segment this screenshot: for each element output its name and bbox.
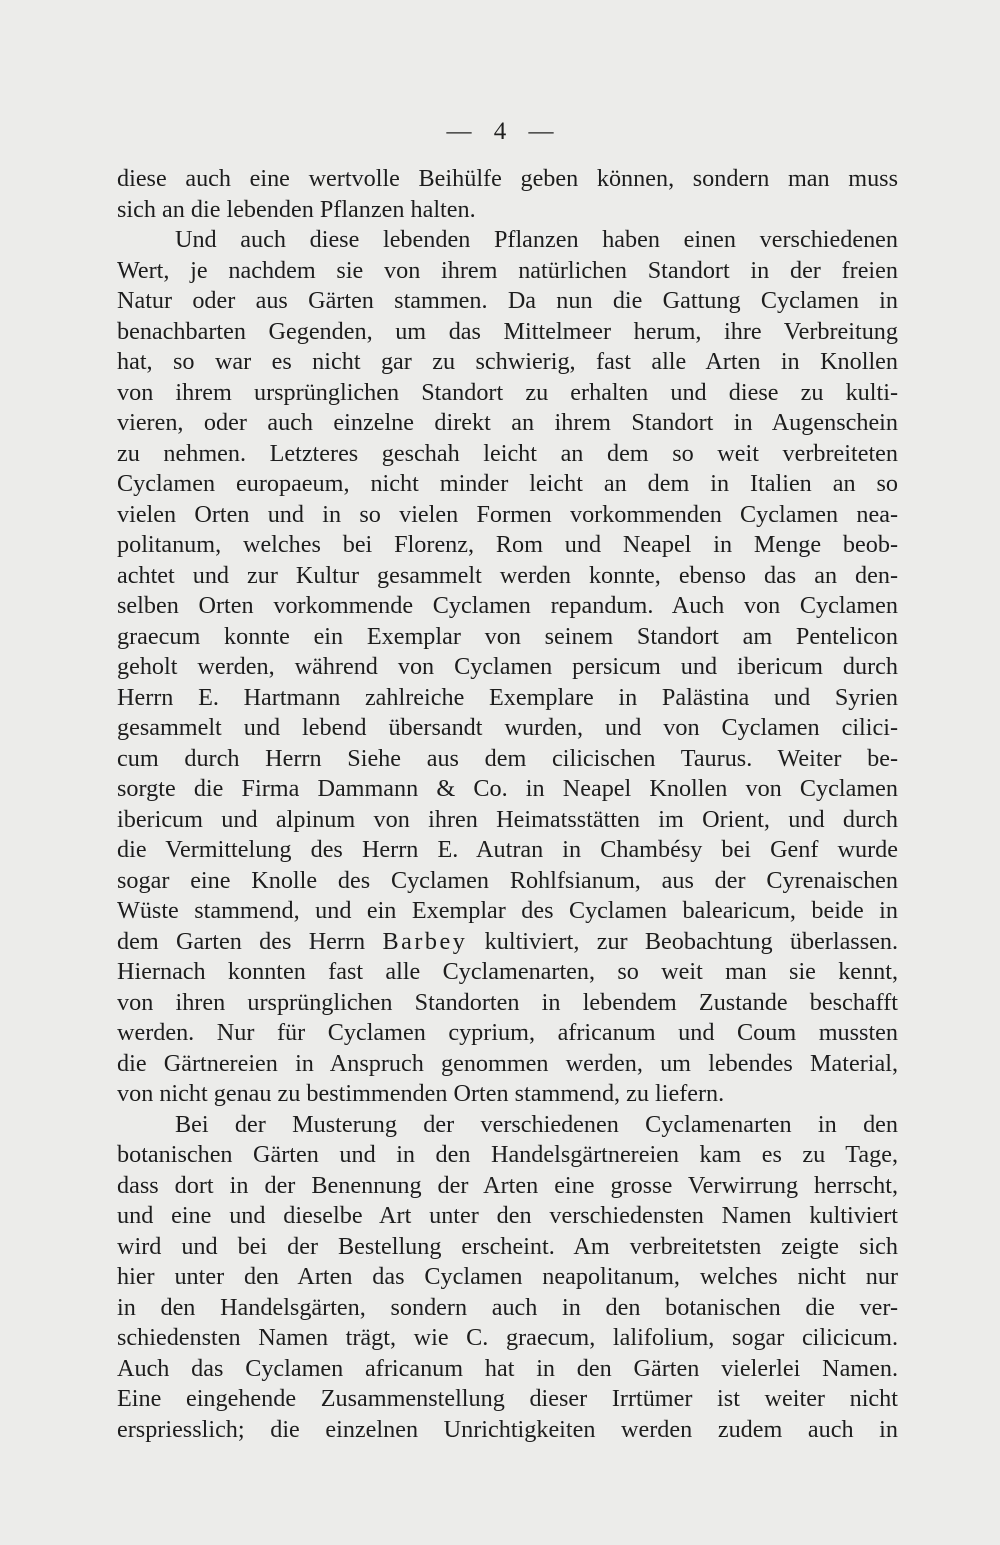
text-line: Eine eingehende Zusammenstellung dieser Irrtümer ist weiter nicht — [117, 1385, 898, 1412]
text-line: graecum konnte ein Exemplar von seinem Standort am Pentelicon — [117, 622, 898, 650]
text-line: wird und bei der Bestellung erscheint. Am verbreitetsten zeigte sich — [117, 1232, 898, 1260]
text-line: sich an die lebenden Pflanzen halten. — [117, 195, 476, 223]
text-line: politanum, welches bei Florenz, Rom und Neapel in Menge beob- — [117, 531, 898, 558]
text-line: Wüste stammend, und ein Exemplar des Cyclamen balearicum, beide in — [117, 897, 898, 924]
page-number: — 4 — — [446, 118, 554, 145]
text-line: benachbarten Gegenden, um das Mittelmeer herum, ihre Verbreitung — [117, 317, 898, 345]
text-line: werden. Nur für Cyclamen cyprium, africanum und Coum mussten — [117, 1019, 898, 1046]
text-line: dass dort in der Benennung der Arten eine grosse Verwirrung herrscht, — [117, 1171, 898, 1199]
text-line: Hiernach konnten fast alle Cyclamenarten, so weit man sie kennt, — [117, 958, 898, 985]
text-line: hat, so war es nicht gar zu schwierig, fast alle Arten in Knollen — [117, 348, 898, 375]
text-line: botanischen Gärten und in den Handelsgärtnereien kam es zu Tage, — [117, 1141, 898, 1168]
text-line: Auch das Cyclamen africanum hat in den Gärten vielerlei Namen. — [117, 1354, 898, 1382]
body-text — [117, 164, 898, 1445]
text-line: vielen Orten und in so vielen Formen vorkommenden Cyclamen nea- — [117, 500, 898, 528]
text-segment: kultiviert, zur Beobachtung überlassen. — [484, 927, 899, 955]
text-line: Bei der Musterung der verschiedenen Cyclamenarten in den — [175, 1110, 898, 1138]
text-line: Wert, je nachdem sie von ihrem natürlichen Standort in der freien — [117, 256, 898, 284]
text-line: achtet und zur Kultur gesammelt werden konnte, ebenso das an den- — [117, 561, 898, 589]
text-line: erspriesslich; die einzelnen Unrichtigkeiten werden zudem auch in — [117, 1415, 898, 1443]
text-line: diese auch eine wertvolle Beihülfe geben können, sondern man muss — [117, 165, 898, 192]
text-line: geholt werden, während von Cyclamen persicum und ibericum durch — [117, 653, 898, 680]
text-line: Natur oder aus Gärten stammen. Da nun die Gattung Cyclamen in — [117, 287, 898, 314]
text-line: die Vermittelung des Herrn E. Autran in Chambésy bei Genf wurde — [117, 836, 898, 863]
text-line: Und auch diese lebenden Pflanzen haben einen verschiedenen — [175, 226, 898, 253]
text-line: ibericum und alpinum von ihren Heimatsstätten im Orient, und durch — [117, 805, 898, 833]
text-line: gesammelt und lebend übersandt wurden, und von Cyclamen cilici- — [117, 714, 898, 741]
text-line: sogar eine Knolle des Cyclamen Rohlfsianum, aus der Cyrenaischen — [117, 866, 898, 894]
text-line: und eine und dieselbe Art unter den verschiedensten Namen kultiviert — [117, 1202, 898, 1229]
text-line: cum durch Herrn Siehe aus dem cilicischen Taurus. Weiter be- — [117, 744, 898, 772]
spaced-name: Barbey — [382, 927, 468, 955]
text-segment: dem Garten des Herrn — [117, 927, 366, 955]
text-line: schiedensten Namen trägt, wie C. graecum, lalifolium, sogar cilicicum. — [117, 1324, 898, 1351]
text-line: in den Handelsgärten, sondern auch in den botanischen die ver- — [117, 1293, 898, 1321]
text-line: Herrn E. Hartmann zahlreiche Exemplare in Palästina und Syrien — [117, 683, 898, 711]
text-line: zu nehmen. Letzteres geschah leicht an dem so weit verbreiteten — [117, 439, 898, 467]
text-line: sorgte die Firma Dammann & Co. in Neapel Knollen von Cyclamen — [117, 775, 898, 802]
text-line: von ihrem ursprünglichen Standort zu erhalten und diese zu kulti- — [117, 378, 898, 406]
text-line — [117, 927, 898, 958]
text-line: von nicht genau zu bestimmenden Orten stammend, zu liefern. — [117, 1080, 725, 1107]
text-line: Cyclamen europaeum, nicht minder leicht an dem in Italien an so — [117, 470, 898, 497]
text-line: selben Orten vorkommende Cyclamen repandum. Auch von Cyclamen — [117, 592, 898, 619]
text-line: hier unter den Arten das Cyclamen neapolitanum, welches nicht nur — [117, 1263, 898, 1290]
text-line: die Gärtnereien in Anspruch genommen werden, um lebendes Material, — [117, 1049, 898, 1077]
text-line: vieren, oder auch einzelne direkt an ihrem Standort in Augenschein — [117, 409, 898, 436]
text-line: von ihren ursprünglichen Standorten in lebendem Zustande beschafft — [117, 988, 898, 1016]
